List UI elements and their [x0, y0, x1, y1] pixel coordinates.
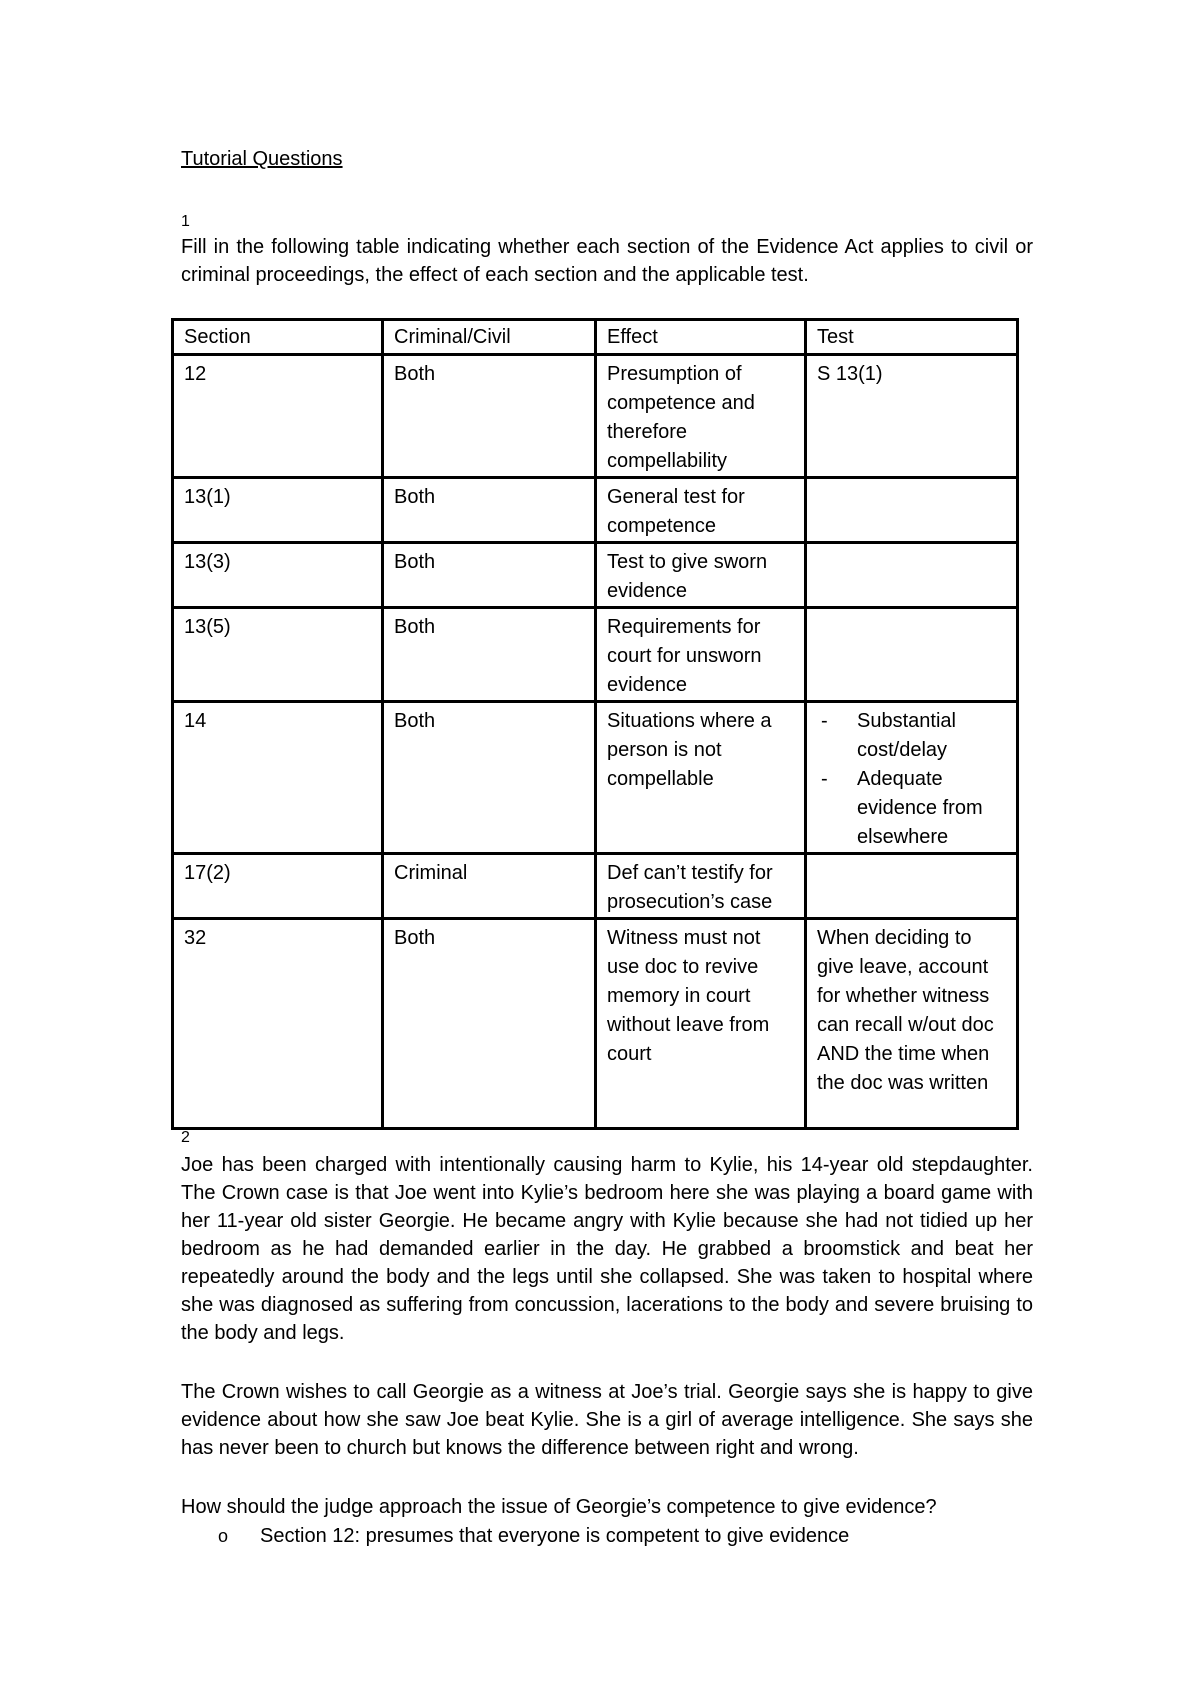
- question-2-witness: The Crown wishes to call Georgie as a witness at Joe’s trial. Georgie says she is happy to give evidence about how she saw Joe beat Kylie. She is a girl of average intelligence. She says she has never been to church but knows the difference between right and wrong.: [181, 1381, 1033, 1459]
- answer-bullet: [218, 1522, 849, 1550]
- cell-type: Both: [383, 608, 596, 702]
- cell-effect: General test for competence: [596, 478, 806, 543]
- table-row: [173, 543, 1018, 608]
- cell-section: 17(2): [173, 854, 383, 919]
- table-header-row: [173, 320, 1018, 355]
- cell-type: Both: [383, 702, 596, 854]
- cell-type: Criminal: [383, 854, 596, 919]
- cell-section: 13(5): [173, 608, 383, 702]
- bullet-marker: o: [218, 1526, 229, 1546]
- table-row: [173, 702, 1018, 854]
- table-row: [173, 355, 1018, 478]
- cell-effect: Presumption of competence and therefore compellability: [596, 355, 806, 478]
- cell-section: 32: [173, 919, 383, 1129]
- cell-test: [806, 702, 1018, 854]
- column-header-section: Section: [173, 320, 383, 355]
- page-title: Tutorial Questions: [181, 148, 343, 170]
- test-list: [817, 707, 1006, 852]
- test-list-item: - Substantial cost/delay: [817, 707, 1006, 765]
- cell-section: 14: [173, 702, 383, 854]
- column-header-criminal-civil: Criminal/Civil: [383, 320, 596, 355]
- evidence-act-table: [171, 318, 1019, 1130]
- cell-section: 13(3): [173, 543, 383, 608]
- cell-section: 12: [173, 355, 383, 478]
- table-row: [173, 478, 1018, 543]
- cell-effect: Witness must not use doc to revive memory in court without leave from court: [596, 919, 806, 1129]
- question-1-text: Fill in the following table indicating whether each section of the Evidence Act applies to civil or criminal proceedings, the effect of each section and the applicable test.: [181, 236, 1033, 286]
- test-list-item: - Adequate evidence from elsewhere: [817, 765, 1006, 852]
- cell-effect: Situations where a person is not compellable: [596, 702, 806, 854]
- column-header-test: Test: [806, 320, 1018, 355]
- cell-section: 13(1): [173, 478, 383, 543]
- cell-type: Both: [383, 478, 596, 543]
- question-2-prompt: How should the judge approach the issue of Georgie’s competence to give evidence?: [181, 1496, 937, 1518]
- column-header-effect: Effect: [596, 320, 806, 355]
- table-row: [173, 919, 1018, 1129]
- table-row: [173, 608, 1018, 702]
- cell-test: When deciding to give leave, account for whether witness can recall w/out doc AND the time when the doc was written: [806, 919, 1018, 1129]
- bullet-text: Section 12: presumes that everyone is competent to give evidence: [260, 1525, 850, 1547]
- question-2-number: 2: [181, 1129, 190, 1146]
- cell-test: [806, 608, 1018, 702]
- cell-type: Both: [383, 355, 596, 478]
- cell-test: [806, 854, 1018, 919]
- question-1-number: 1: [181, 213, 190, 230]
- cell-test: [806, 478, 1018, 543]
- cell-effect: Test to give sworn evidence: [596, 543, 806, 608]
- question-2-scenario: Joe has been charged with intentionally causing harm to Kylie, his 14-year old stepdaughter. The Crown case is that Joe went into Kylie’s bedroom here she was playing a board game with her 11-year old sister Georgie. He became angry with Kylie because she had not tidied up her bedroom as he had demanded earlier in the day. He grabbed a broomstick and beat her repeatedly around the body and the legs until she collapsed. She was taken to hospital where she was diagnosed as suffering from concussion, lacerations to the body and severe bruising to the body and legs.: [181, 1154, 1033, 1344]
- cell-type: Both: [383, 919, 596, 1129]
- cell-type: Both: [383, 543, 596, 608]
- table-row: [173, 854, 1018, 919]
- cell-effect: Requirements for court for unsworn evidence: [596, 608, 806, 702]
- cell-effect: Def can’t testify for prosecution’s case: [596, 854, 806, 919]
- cell-test: S 13(1): [806, 355, 1018, 478]
- cell-test: [806, 543, 1018, 608]
